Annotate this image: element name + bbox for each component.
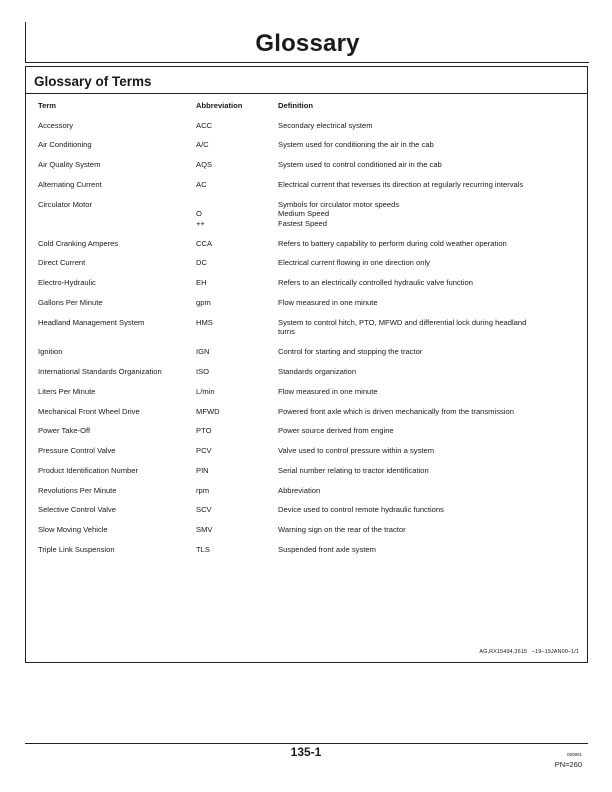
- definition-cell: [278, 545, 553, 555]
- abbreviation-cell: [196, 160, 278, 170]
- term-cell: Direct Current: [38, 258, 86, 268]
- abbreviation-line: rpm: [196, 485, 210, 495]
- definition-line: Powered front axle which is driven mechanically from the transmission: [278, 406, 514, 416]
- table-header: [38, 101, 578, 111]
- definition-cell: [278, 387, 553, 397]
- definition-line: Abbreviation: [278, 485, 321, 495]
- definition-cell: [278, 466, 553, 476]
- date-code: 050801: [566, 752, 582, 757]
- abbreviation-line: ISO: [196, 366, 210, 376]
- abbreviation-cell: [196, 318, 278, 337]
- abbreviation-line: CCA: [196, 238, 213, 248]
- table-row: [38, 258, 578, 268]
- abbreviation-cell: [196, 505, 278, 515]
- definition-line: System used to control conditioned air in the cab: [278, 160, 442, 170]
- definition-line: Refers to battery capability to perform during cold weather operation: [278, 238, 507, 248]
- page-number: 135-1: [290, 745, 322, 759]
- term-cell: Product Identification Number: [38, 465, 139, 475]
- definition-line: Flow measured in one minute: [278, 298, 378, 308]
- term-cell: Accessory: [38, 120, 74, 130]
- table-body: [38, 121, 578, 555]
- abbreviation-line: L/min: [196, 386, 215, 396]
- definition-cell: [278, 347, 553, 357]
- definition-line: Flow measured in one minute: [278, 386, 378, 396]
- abbreviation-cell: [196, 426, 278, 436]
- abbreviation-line: MFWD: [196, 406, 220, 416]
- definition-line: Serial number relating to tractor identification: [278, 465, 429, 475]
- abbreviation-cell: [196, 446, 278, 456]
- definition-cell: [278, 278, 553, 288]
- term-cell: Cold Cranking Amperes: [38, 238, 119, 248]
- abbreviation-line: SCV: [196, 505, 212, 515]
- definition-cell: [278, 140, 553, 150]
- definition-cell: [278, 160, 553, 170]
- table-row: [38, 239, 578, 249]
- header-term: Term: [38, 101, 57, 110]
- footer-divider: [25, 743, 588, 744]
- term-cell: Selective Control Valve: [38, 505, 116, 515]
- section-divider: [26, 93, 587, 94]
- abbreviation-cell: [196, 466, 278, 476]
- definition-line: Suspended front axle system: [278, 545, 376, 554]
- definition-line: Secondary electrical system: [278, 120, 373, 130]
- definition-cell: [278, 298, 553, 308]
- table-row: [38, 505, 578, 515]
- definition-line: System to control hitch, PTO, MFWD and differential lock during headland: [278, 317, 527, 327]
- abbreviation-line: DC: [196, 258, 207, 268]
- title-box: [25, 22, 589, 63]
- table-row: [38, 446, 578, 456]
- term-cell: Slow Moving Vehicle: [38, 525, 108, 535]
- term-cell: Pressure Control Valve: [38, 446, 116, 456]
- abbreviation-cell: [196, 121, 278, 131]
- term-cell: Headland Management System: [38, 317, 145, 327]
- table-row: [38, 407, 578, 417]
- definition-cell: [278, 318, 553, 337]
- table-row: [38, 180, 578, 190]
- abbreviation-line: PTO: [196, 426, 212, 436]
- abbreviation-cell: [196, 486, 278, 496]
- abbreviation-line: TLS: [196, 545, 210, 554]
- definition-cell: [278, 446, 553, 456]
- abbreviation-line: PIN: [196, 465, 209, 475]
- term-cell: Power Take-Off: [38, 426, 91, 436]
- definition-line: Control for starting and stopping the tractor: [278, 347, 423, 357]
- abbreviation-cell: [196, 258, 278, 268]
- table-row: [38, 160, 578, 170]
- abbreviation-cell: [196, 347, 278, 357]
- glossary-table: [38, 101, 578, 565]
- definition-line: Power source derived from engine: [278, 426, 394, 436]
- abbreviation-cell: [196, 387, 278, 397]
- reference-code: AG,RX15494,3615 –19–19JAN00–1/1: [479, 649, 579, 655]
- table-row: [38, 486, 578, 496]
- abbreviation-line: HMS: [196, 317, 213, 327]
- abbreviation-cell: [196, 367, 278, 377]
- definition-cell: [278, 525, 553, 535]
- definition-line: Valve used to control pressure within a system: [278, 446, 435, 456]
- table-row: [38, 426, 578, 436]
- definition-cell: [278, 180, 553, 190]
- definition-line: Warning sign on the rear of the tractor: [278, 525, 406, 535]
- abbreviation-cell: [196, 200, 278, 229]
- abbreviation-cell: [196, 140, 278, 150]
- abbreviation-line: A/C: [196, 140, 209, 150]
- definition-cell: [278, 258, 553, 268]
- definition-cell: [278, 239, 553, 249]
- table-row: [38, 466, 578, 476]
- table-row: [38, 525, 578, 535]
- header-abbreviation: Abbreviation: [196, 101, 243, 110]
- abbreviation-line: AC: [196, 179, 207, 189]
- abbreviation-cell: [196, 545, 278, 555]
- table-row: [38, 298, 578, 308]
- table-row: [38, 200, 578, 229]
- table-row: [38, 318, 578, 337]
- definition-line: Refers to an electrically controlled hydraulic valve function: [278, 278, 474, 288]
- table-row: [38, 278, 578, 288]
- section-title: Glossary of Terms: [34, 74, 152, 89]
- abbreviation-cell: [196, 407, 278, 417]
- table-row: [38, 140, 578, 150]
- term-cell: International Standards Organization: [38, 366, 162, 376]
- abbreviation-line: gpm: [196, 298, 211, 308]
- definition-cell: [278, 486, 553, 496]
- abbreviation-line: EH: [196, 278, 207, 288]
- definition-line: Device used to control remote hydraulic functions: [278, 505, 444, 515]
- table-row: [38, 121, 578, 131]
- term-cell: Electro-Hydraulic: [38, 278, 96, 288]
- term-cell: Gallons Per Minute: [38, 298, 103, 308]
- abbreviation-cell: [196, 525, 278, 535]
- term-cell: Alternating Current: [38, 179, 102, 189]
- definition-cell: [278, 505, 553, 515]
- table-row: [38, 387, 578, 397]
- definition-line: Electrical current that reverses its direction at regularly recurring intervals: [278, 179, 524, 189]
- table-row: [38, 347, 578, 357]
- term-cell: Liters Per Minute: [38, 386, 96, 396]
- abbreviation-cell: [196, 180, 278, 190]
- term-cell: Mechanical Front Wheel Drive: [38, 406, 140, 416]
- abbreviation-line: O: [196, 209, 202, 219]
- definition-cell: [278, 367, 553, 377]
- term-cell: Air Quality System: [38, 160, 101, 170]
- definition-cell: [278, 426, 553, 436]
- abbreviation-cell: [196, 298, 278, 308]
- definition-line: Medium Speed: [278, 209, 330, 219]
- table-row: [38, 367, 578, 377]
- term-cell: Air Conditioning: [38, 140, 92, 150]
- abbreviation-line: [196, 200, 278, 210]
- abbreviation-line: SMV: [196, 525, 213, 535]
- definition-line: turns: [278, 327, 295, 337]
- term-cell: Circulator Motor: [38, 199, 93, 209]
- abbreviation-line: ACC: [196, 120, 213, 130]
- header-definition: Definition: [278, 101, 314, 110]
- table-row: [38, 545, 578, 555]
- abbreviation-line: IGN: [196, 347, 210, 357]
- definition-line: Standards organization: [278, 366, 357, 376]
- abbreviation-line: AQS: [196, 160, 213, 170]
- definition-line: Symbols for circulator motor speeds: [278, 199, 400, 209]
- definition-line: Electrical current flowing in one direction only: [278, 258, 430, 268]
- definition-line: System used for conditioning the air in the cab: [278, 140, 434, 150]
- definition-cell: [278, 407, 553, 417]
- abbreviation-cell: [196, 278, 278, 288]
- term-cell: Revolutions Per Minute: [38, 485, 117, 495]
- definition-cell: [278, 121, 553, 131]
- abbreviation-cell: [196, 239, 278, 249]
- page-title: Glossary: [255, 30, 360, 57]
- abbreviation-line: PCV: [196, 446, 212, 456]
- part-number: PN=260: [554, 760, 582, 769]
- term-cell: Ignition: [38, 347, 63, 357]
- term-cell: Triple Link Suspension: [38, 545, 115, 554]
- glossary-panel: [25, 66, 588, 663]
- abbreviation-line: ++: [196, 218, 205, 228]
- definition-cell: [278, 200, 553, 229]
- definition-line: Fastest Speed: [278, 218, 327, 228]
